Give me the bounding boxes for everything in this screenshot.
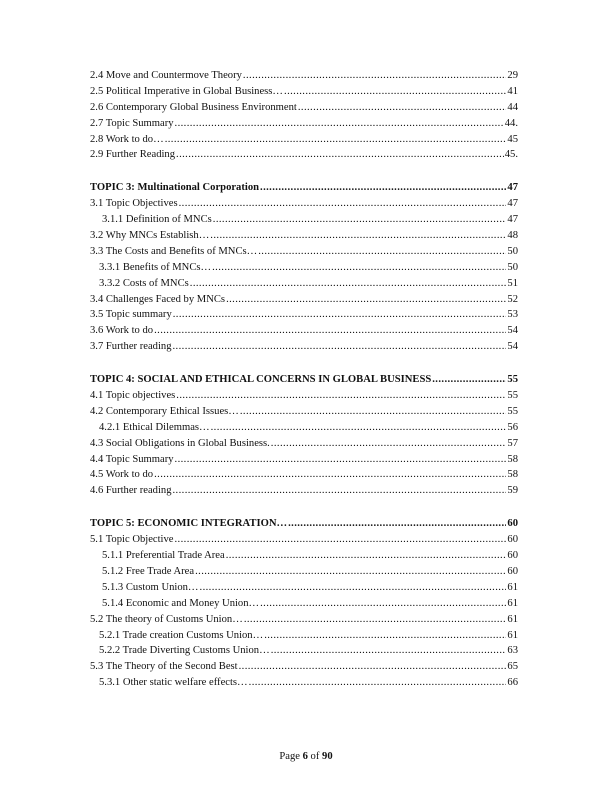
toc-entry-page: 66 [507, 677, 518, 689]
toc-entry-label: 4.1 Topic objectives [90, 390, 176, 402]
toc-entry-label: 2.5 Political Imperative in Global Business… [90, 85, 284, 97]
dot-leader [260, 596, 506, 612]
dot-leader [173, 339, 507, 355]
toc-entry-label: 5.3.1 Other static welfare effects… [99, 677, 248, 689]
toc-topic-heading[interactable] [90, 372, 518, 388]
toc-entry[interactable] [90, 260, 518, 276]
toc-entry-label: 5.1.4 Economic and Money Union… [102, 597, 260, 609]
toc-entry-page: 53 [507, 309, 518, 321]
toc-entry-label: TOPIC 3: Multinational Corporation [90, 182, 260, 194]
toc-entry-label: 4.6 Further reading [90, 485, 172, 497]
toc-entry[interactable] [90, 467, 518, 483]
dot-leader [260, 180, 506, 196]
toc-entry-label: 5.2.2 Trade Diverting Customs Union… [99, 645, 270, 657]
toc-entry-page: 52 [507, 293, 518, 305]
toc-entry-label: 3.3.1 Benefits of MNCs… [99, 261, 212, 273]
toc-entry-label: TOPIC 4: SOCIAL AND ETHICAL CONCERNS IN GLOBAL BUSINESS [90, 374, 432, 386]
dot-leader [271, 436, 507, 452]
current-page-number: 6 [302, 751, 308, 762]
toc-entry-label: 3.6 Work to do [90, 325, 154, 337]
toc-entry-label: TOPIC 5: ECONOMIC INTEGRATION… [90, 518, 288, 530]
dot-leader [226, 548, 507, 564]
toc-entry-page: 45 [507, 133, 518, 145]
dot-leader [195, 564, 506, 580]
toc-topic-heading[interactable] [90, 180, 518, 196]
toc-entry[interactable] [90, 388, 518, 404]
toc-entry-page: 60 [507, 534, 518, 546]
toc-entry-page: 29 [507, 70, 518, 81]
toc-entry-page: 55 [507, 405, 518, 417]
toc-entry-label: 5.1.1 Preferential Trade Area [102, 550, 225, 562]
toc-entry[interactable] [90, 404, 518, 420]
toc-entry-label: 3.3.2 Costs of MNCs [99, 277, 189, 289]
toc-entry[interactable] [90, 307, 518, 323]
dot-leader [211, 420, 507, 436]
page-footer [0, 751, 612, 762]
dot-leader [190, 276, 507, 292]
dot-leader [243, 68, 506, 84]
dot-leader [175, 452, 507, 468]
toc-entry-page: 60 [507, 518, 518, 530]
dot-leader [271, 643, 507, 659]
toc-entry[interactable] [90, 675, 518, 691]
toc-entry[interactable] [90, 68, 518, 84]
toc-entry-page: 61 [507, 629, 518, 641]
toc-entry-label: 2.9 Further Reading [90, 149, 176, 161]
toc-entry-page: 55 [507, 374, 518, 386]
toc-entry-page: 44 [507, 101, 518, 113]
toc-entry-label: 5.1 Topic Objective [90, 534, 174, 546]
dot-leader [179, 196, 507, 212]
toc-entry[interactable] [90, 548, 518, 564]
dot-leader [200, 580, 507, 596]
toc-section [90, 372, 518, 499]
dot-leader [213, 212, 507, 228]
footer-of: of [307, 751, 323, 762]
toc-entry-label: 4.3 Social Obligations in Global Business. [90, 437, 270, 449]
toc-entry-label: 5.3 The Theory of the Second Best [90, 661, 238, 673]
dot-leader [165, 132, 507, 148]
toc-section [90, 68, 518, 163]
toc-entry[interactable] [90, 147, 518, 163]
toc-entry-label: 3.3 The Costs and Benefits of MNCs… [90, 245, 258, 257]
toc-entry-page: 41 [507, 85, 518, 97]
toc-entry[interactable] [90, 276, 518, 292]
toc-entry[interactable] [90, 532, 518, 548]
toc-entry-page: 60 [507, 565, 518, 577]
toc-entry-label: 4.4 Topic Summary [90, 453, 174, 465]
toc-entry[interactable] [90, 323, 518, 339]
toc-entry-page: 59 [507, 485, 518, 497]
toc-entry-page: 61 [507, 613, 518, 625]
toc-entry-label: 5.2.1 Trade creation Customs Union… [99, 629, 264, 641]
toc-entry-label: 3.1 Topic Objectives [90, 198, 178, 210]
toc-entry-label: 4.5 Work to do [90, 469, 154, 481]
dot-leader [239, 659, 507, 675]
toc-entry-label: 4.2.1 Ethical Dilemmas… [99, 421, 210, 433]
toc-entry-page: 61 [507, 597, 518, 609]
dot-leader [258, 244, 506, 260]
toc-entry-page: 58 [507, 453, 518, 465]
dot-leader [432, 372, 506, 388]
dot-leader [173, 307, 507, 323]
toc-entry-page: 47 [507, 182, 518, 194]
toc-entry[interactable] [90, 643, 518, 659]
toc-entry-label: 2.4 Move and Countermove Theory [90, 70, 242, 81]
toc-entry[interactable] [90, 596, 518, 612]
toc-entry[interactable] [90, 244, 518, 260]
toc-entry[interactable] [90, 116, 518, 132]
toc-entry-label: 5.2 The theory of Customs Union… [90, 613, 243, 625]
dot-leader [175, 532, 507, 548]
dot-leader [210, 228, 506, 244]
toc-entry-label: 5.1.2 Free Trade Area [102, 565, 195, 577]
toc-entry-label: 4.2 Contemporary Ethical Issues… [90, 405, 239, 417]
dot-leader [154, 323, 506, 339]
footer-prefix: Page [279, 751, 303, 762]
toc-entry-label: 3.5 Topic summary [90, 309, 172, 321]
toc-entry[interactable] [90, 196, 518, 212]
toc-entry[interactable] [90, 628, 518, 644]
toc-section [90, 516, 518, 691]
toc-entry-page: 61 [507, 581, 518, 593]
table-of-contents [90, 68, 518, 708]
toc-entry-label: 2.8 Work to do… [90, 133, 164, 145]
toc-entry-page: 55 [507, 390, 518, 402]
dot-leader [264, 628, 506, 644]
toc-entry-label: 3.2 Why MNCs Establish… [90, 230, 210, 242]
toc-entry-label: 3.7 Further reading [90, 341, 172, 353]
toc-entry-label: 3.1.1 Definition of MNCs [102, 214, 212, 226]
toc-entry[interactable] [90, 420, 518, 436]
total-pages: 90 [322, 751, 333, 762]
toc-entry[interactable] [90, 132, 518, 148]
toc-entry-page: 54 [507, 341, 518, 353]
dot-leader [240, 404, 507, 420]
toc-entry-page: 60 [507, 550, 518, 562]
toc-topic-heading[interactable] [90, 516, 518, 532]
toc-entry[interactable] [90, 612, 518, 628]
toc-entry-label: 5.1.3 Custom Union… [102, 581, 199, 593]
toc-entry-page: 56 [507, 421, 518, 433]
dot-leader [244, 612, 507, 628]
toc-entry-page: 45. [504, 149, 518, 161]
toc-entry-page: 58 [507, 469, 518, 481]
dot-leader [284, 84, 506, 100]
toc-entry-page: 48 [507, 230, 518, 242]
toc-entry-page: 50 [507, 261, 518, 273]
toc-entry[interactable] [90, 483, 518, 499]
toc-entry-page: 63 [507, 645, 518, 657]
toc-entry-label: 2.6 Contemporary Global Business Environment [90, 101, 297, 113]
toc-section [90, 180, 518, 355]
toc-entry-page: 51 [507, 277, 518, 289]
toc-entry-label: 2.7 Topic Summary [90, 117, 174, 129]
dot-leader [249, 675, 507, 691]
dot-leader [226, 292, 506, 308]
toc-entry-page: 65 [507, 661, 518, 673]
toc-entry-page: 47 [507, 198, 518, 210]
toc-entry-page: 57 [507, 437, 518, 449]
toc-entry-page: 50 [507, 245, 518, 257]
toc-entry[interactable] [90, 339, 518, 355]
toc-entry-page: 47 [507, 214, 518, 226]
dot-leader [176, 388, 506, 404]
toc-entry[interactable] [90, 292, 518, 308]
dot-leader [175, 116, 504, 132]
toc-entry-page: 44. [504, 117, 518, 129]
dot-leader [154, 467, 506, 483]
toc-entry[interactable] [90, 580, 518, 596]
dot-leader [288, 516, 506, 532]
dot-leader [298, 100, 507, 116]
dot-leader [173, 483, 507, 499]
dot-leader [212, 260, 506, 276]
toc-entry[interactable] [90, 452, 518, 468]
toc-entry[interactable] [90, 84, 518, 100]
toc-entry[interactable] [90, 100, 518, 116]
toc-entry-page: 54 [507, 325, 518, 337]
toc-entry[interactable] [90, 228, 518, 244]
toc-entry[interactable] [90, 212, 518, 228]
toc-entry-label: 3.4 Challenges Faced by MNCs [90, 293, 226, 305]
toc-entry[interactable] [90, 564, 518, 580]
dot-leader [176, 147, 504, 163]
toc-entry[interactable] [90, 659, 518, 675]
toc-entry[interactable] [90, 436, 518, 452]
